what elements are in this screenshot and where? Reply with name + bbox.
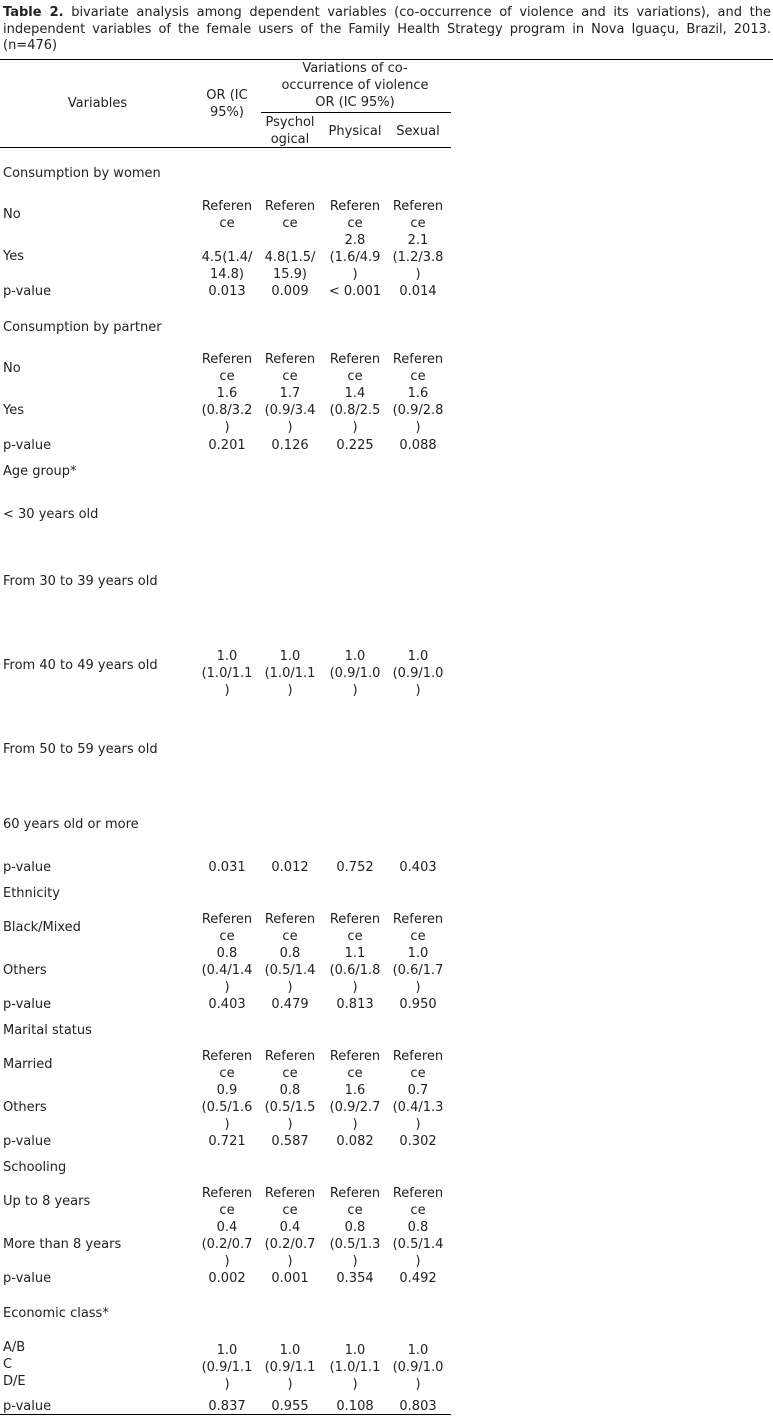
value-cell-psychological: [258, 1398, 322, 1415]
header-psych-line: ogical: [270, 132, 310, 147]
value-line: ce: [219, 216, 235, 231]
value-cell-psychological: [258, 1270, 322, 1287]
value-cell-sexual: [386, 648, 450, 699]
value-line: 0.7: [407, 1083, 429, 1098]
value-cell-or: [195, 1048, 259, 1082]
row-label: p-value: [3, 1271, 52, 1286]
row-label: p-value: [3, 284, 52, 299]
value-line: Referen: [329, 199, 381, 214]
value-line: ): [352, 980, 358, 995]
value-line: 1.6: [216, 386, 238, 401]
value-line: 2.8: [344, 233, 366, 248]
value-line: ): [352, 1117, 358, 1132]
value-line: ce: [219, 929, 235, 944]
value-line: ce: [347, 1066, 363, 1081]
value-cell-or: [195, 1082, 259, 1133]
value-line: 1.0: [407, 1343, 429, 1358]
value-line: (1.0/1.1: [329, 1360, 381, 1375]
value-line: ce: [410, 1203, 426, 1218]
value-cell-sexual: [386, 1185, 450, 1219]
value-line: ): [415, 980, 421, 995]
value-line: Referen: [392, 1049, 444, 1064]
value-line: 0.001: [271, 1271, 309, 1286]
value-line: 4.5(1.4/: [201, 250, 253, 265]
value-line: 0.8: [216, 946, 238, 961]
row-label: Consumption by women: [3, 166, 161, 181]
value-line: ): [224, 683, 230, 698]
value-cell-sexual: [386, 1270, 450, 1287]
value-line: 0.201: [208, 438, 246, 453]
value-cell-physical: [323, 648, 387, 699]
value-line: (0.9/2.8: [392, 403, 444, 418]
value-line: ce: [282, 369, 298, 384]
value-cell-psychological: [258, 232, 322, 283]
value-line: 0.587: [271, 1134, 309, 1149]
value-line: ): [415, 1117, 421, 1132]
value-cell-or: [195, 198, 259, 232]
value-line: (0.4/1.3: [392, 1100, 444, 1115]
value-line: 0.837: [208, 1399, 246, 1414]
value-line: < 0.001: [328, 284, 382, 299]
value-line: (1.0/1.1: [264, 666, 316, 681]
value-line: 0.8: [279, 1083, 301, 1098]
value-line: ce: [282, 1066, 298, 1081]
value-line: Referen: [201, 199, 253, 214]
value-cell-physical: [323, 996, 387, 1013]
value-line: ): [415, 267, 421, 282]
value-line: [258, 232, 322, 249]
value-cell-psychological: [258, 1342, 322, 1393]
header-group-line: OR (IC 95%): [315, 95, 395, 110]
value-line: 0.8: [407, 1220, 429, 1235]
value-line: Referen: [201, 1049, 253, 1064]
value-line: 0.492: [399, 1271, 437, 1286]
value-cell-or: [195, 437, 259, 454]
value-cell-physical: [323, 1048, 387, 1082]
table-caption-text: bivariate analysis among dependent variables (co-occurrence of violence and its variations), and the independent variables of the female users of the Family Health Strategy program in Nova Iguaçu, Brazil, 2013. (n=476): [3, 5, 771, 53]
header-variables: Variables: [67, 96, 128, 111]
value-cell-sexual: [386, 911, 450, 945]
row-label: Up to 8 years: [3, 1194, 91, 1209]
row-label: 60 years old or more: [3, 817, 139, 832]
value-line: ): [415, 1254, 421, 1269]
value-cell-physical: [323, 283, 387, 300]
value-line: Referen: [264, 1049, 316, 1064]
value-cell-physical: [323, 1342, 387, 1393]
value-line: ): [415, 683, 421, 698]
row-label: Marital status: [3, 1023, 92, 1038]
value-line: Referen: [264, 912, 316, 927]
value-line: 0.479: [271, 997, 309, 1012]
value-line: 0.082: [336, 1134, 374, 1149]
row-label: From 40 to 49 years old: [3, 658, 158, 673]
table-caption: [3, 5, 771, 55]
header-psych-line: Psychol: [265, 115, 315, 130]
value-line: 0.9: [216, 1083, 238, 1098]
value-cell-physical: [323, 198, 387, 232]
value-line: ): [415, 420, 421, 435]
value-cell-psychological: [258, 996, 322, 1013]
value-cell-psychological: [258, 1082, 322, 1133]
value-cell-or: [195, 351, 259, 385]
row-label: Black/Mixed: [3, 920, 81, 935]
value-line: 1.0: [216, 1343, 238, 1358]
value-cell-physical: [323, 1082, 387, 1133]
value-cell-physical: [323, 1133, 387, 1150]
value-line: ): [287, 420, 293, 435]
value-line: (1.2/3.8: [392, 250, 444, 265]
value-line: 0.013: [208, 284, 246, 299]
value-line: Referen: [201, 912, 253, 927]
row-label: Yes: [3, 249, 24, 264]
value-line: (0.5/1.6: [201, 1100, 253, 1115]
value-line: (0.2/0.7: [264, 1237, 316, 1252]
row-label: From 50 to 59 years old: [3, 742, 158, 757]
row-label: Consumption by partner: [3, 320, 162, 335]
value-line: ce: [347, 369, 363, 384]
value-line: 0.126: [271, 438, 309, 453]
value-cell-physical: [323, 437, 387, 454]
value-line: 0.012: [271, 860, 309, 875]
value-line: 0.950: [399, 997, 437, 1012]
value-line: ): [352, 1377, 358, 1392]
value-cell-or: [195, 1342, 259, 1393]
value-line: 1.6: [407, 386, 429, 401]
row-label: p-value: [3, 1134, 52, 1149]
value-line: ce: [410, 369, 426, 384]
value-line: (0.9/2.7: [329, 1100, 381, 1115]
value-line: ): [352, 1254, 358, 1269]
value-line: (0.6/1.8: [329, 963, 381, 978]
value-line: 0.803: [399, 1399, 437, 1414]
value-line: 0.4: [279, 1220, 301, 1235]
value-line: ce: [347, 1203, 363, 1218]
value-cell-physical: [323, 1398, 387, 1415]
value-line: 0.813: [336, 997, 374, 1012]
value-cell-or: [195, 232, 259, 283]
value-line: ce: [219, 1203, 235, 1218]
value-line: ce: [282, 1203, 298, 1218]
value-line: 15.9): [272, 267, 308, 282]
table-bottom-rule: [0, 1414, 451, 1415]
value-cell-psychological: [258, 945, 322, 996]
value-line: ): [287, 683, 293, 698]
value-line: ): [224, 1117, 230, 1132]
value-line: (0.5/1.5: [264, 1100, 316, 1115]
value-line: (0.5/1.3: [329, 1237, 381, 1252]
value-cell-or: [195, 1185, 259, 1219]
value-cell-sexual: [386, 1082, 450, 1133]
header-bottom-rule: [0, 147, 451, 148]
value-cell-psychological: [258, 1185, 322, 1219]
value-line: Referen: [329, 352, 381, 367]
value-cell-psychological: [258, 385, 322, 436]
value-line: Referen: [392, 1186, 444, 1201]
row-label: D/E: [3, 1374, 26, 1389]
value-line: ce: [410, 1066, 426, 1081]
header-or-line: OR (IC: [206, 88, 248, 103]
value-line: 1.0: [279, 649, 301, 664]
value-line: ): [352, 267, 358, 282]
value-line: (0.9/1.0: [329, 666, 381, 681]
value-line: 0.014: [399, 284, 437, 299]
value-line: 1.0: [344, 649, 366, 664]
value-line: Referen: [201, 352, 253, 367]
row-label: Age group*: [3, 464, 77, 479]
value-line: ce: [219, 1066, 235, 1081]
header-or: [195, 87, 259, 121]
value-line: 0.088: [399, 438, 437, 453]
value-cell-physical: [323, 385, 387, 436]
value-line: 1.1: [344, 946, 366, 961]
value-line: 0.403: [208, 997, 246, 1012]
value-cell-or: [195, 385, 259, 436]
value-cell-or: [195, 1270, 259, 1287]
value-line: 1.6: [344, 1083, 366, 1098]
value-cell-psychological: [258, 1219, 322, 1270]
value-line: [195, 232, 259, 249]
row-label: Others: [3, 1100, 47, 1115]
value-line: (0.6/1.7: [392, 963, 444, 978]
value-cell-sexual: [386, 385, 450, 436]
header-sexual: Sexual: [396, 124, 440, 139]
value-line: 0.354: [336, 1271, 374, 1286]
value-line: ): [287, 1117, 293, 1132]
value-line: (0.9/1.0: [392, 1360, 444, 1375]
value-cell-physical: [323, 232, 387, 283]
value-line: Referen: [264, 199, 316, 214]
value-line: ): [224, 1254, 230, 1269]
value-line: 4.8(1.5/: [264, 250, 316, 265]
value-cell-psychological: [258, 648, 322, 699]
row-label: Married: [3, 1057, 53, 1072]
value-line: 0.752: [336, 860, 374, 875]
value-cell-sexual: [386, 1048, 450, 1082]
value-cell-sexual: [386, 1342, 450, 1393]
value-cell-sexual: [386, 1398, 450, 1415]
row-label: More than 8 years: [3, 1237, 122, 1252]
value-cell-sexual: [386, 1133, 450, 1150]
value-cell-physical: [323, 1185, 387, 1219]
row-label: p-value: [3, 438, 52, 453]
value-line: ce: [347, 216, 363, 231]
row-label: p-value: [3, 860, 52, 875]
value-line: ): [352, 420, 358, 435]
value-line: ): [224, 420, 230, 435]
value-line: Referen: [392, 199, 444, 214]
value-line: 0.955: [271, 1399, 309, 1414]
value-cell-or: [195, 648, 259, 699]
value-cell-physical: [323, 1219, 387, 1270]
value-cell-sexual: [386, 283, 450, 300]
value-cell-or: [195, 945, 259, 996]
value-line: 1.0: [407, 649, 429, 664]
value-cell-psychological: [258, 1048, 322, 1082]
value-cell-physical: [323, 1270, 387, 1287]
value-line: 0.108: [336, 1399, 374, 1414]
row-label: Ethnicity: [3, 886, 60, 901]
value-line: Referen: [329, 1049, 381, 1064]
header-or-line: 95%): [210, 105, 244, 120]
row-label: Others: [3, 963, 47, 978]
value-cell-sexual: [386, 1219, 450, 1270]
value-line: ce: [282, 929, 298, 944]
row-label: Yes: [3, 403, 24, 418]
value-cell-physical: [323, 351, 387, 385]
value-cell-or: [195, 911, 259, 945]
value-line: ce: [282, 216, 298, 231]
value-line: Referen: [201, 1186, 253, 1201]
value-line: (0.4/1.4: [201, 963, 253, 978]
value-line: Referen: [392, 352, 444, 367]
value-line: Referen: [264, 352, 316, 367]
value-cell-sexual: [386, 232, 450, 283]
value-line: Referen: [264, 1186, 316, 1201]
header-psychological: [258, 114, 322, 148]
value-cell-sexual: [386, 996, 450, 1013]
row-label: p-value: [3, 1399, 52, 1414]
value-cell-sexual: [386, 198, 450, 232]
header-group-rule: [261, 112, 451, 113]
value-line: 0.031: [208, 860, 246, 875]
value-line: ): [287, 1254, 293, 1269]
row-label: < 30 years old: [3, 507, 99, 522]
value-line: 0.4: [216, 1220, 238, 1235]
header-group-line: Variations of co-: [302, 61, 408, 76]
value-line: 14.8): [209, 267, 245, 282]
value-cell-or: [195, 1219, 259, 1270]
value-line: (0.2/0.7: [201, 1237, 253, 1252]
value-line: 2.1: [407, 233, 429, 248]
value-line: 1.0: [216, 649, 238, 664]
value-line: ): [352, 683, 358, 698]
value-cell-or: [195, 859, 259, 876]
value-cell-psychological: [258, 1133, 322, 1150]
value-line: 1.0: [407, 946, 429, 961]
value-line: 0.721: [208, 1134, 246, 1149]
value-cell-sexual: [386, 437, 450, 454]
value-line: ce: [410, 929, 426, 944]
value-line: ): [287, 980, 293, 995]
value-line: (0.9/1.1: [201, 1360, 253, 1375]
value-line: (0.5/1.4: [264, 963, 316, 978]
row-label: Economic class*: [3, 1306, 109, 1321]
table-caption-label: Table 2.: [3, 5, 64, 20]
header-group-line: occurrence of violence: [281, 78, 429, 93]
value-line: ): [287, 1377, 293, 1392]
value-line: 0.002: [208, 1271, 246, 1286]
row-label: No: [3, 207, 21, 222]
value-line: ): [224, 1377, 230, 1392]
value-line: (1.6/4.9: [329, 250, 381, 265]
row-label: A/B: [3, 1340, 26, 1355]
value-line: 0.8: [279, 946, 301, 961]
row-label: p-value: [3, 997, 52, 1012]
value-cell-or: [195, 283, 259, 300]
row-label: C: [3, 1357, 13, 1372]
value-cell-psychological: [258, 283, 322, 300]
value-line: 1.4: [344, 386, 366, 401]
value-line: (0.8/3.2: [201, 403, 253, 418]
value-cell-psychological: [258, 198, 322, 232]
value-line: ce: [219, 369, 235, 384]
value-cell-or: [195, 996, 259, 1013]
value-cell-sexual: [386, 859, 450, 876]
row-label: Schooling: [3, 1160, 67, 1175]
value-line: (0.9/1.1: [264, 1360, 316, 1375]
value-line: (0.8/2.5: [329, 403, 381, 418]
value-line: ): [415, 1377, 421, 1392]
value-line: ce: [410, 216, 426, 231]
value-line: (1.0/1.1: [201, 666, 253, 681]
value-cell-or: [195, 1398, 259, 1415]
value-cell-psychological: [258, 351, 322, 385]
value-cell-psychological: [258, 437, 322, 454]
value-cell-psychological: [258, 859, 322, 876]
value-line: Referen: [329, 1186, 381, 1201]
value-cell-sexual: [386, 351, 450, 385]
value-line: ce: [347, 929, 363, 944]
value-cell-or: [195, 1133, 259, 1150]
row-label: From 30 to 39 years old: [3, 574, 158, 589]
value-line: Referen: [329, 912, 381, 927]
value-line: 0.009: [271, 284, 309, 299]
value-cell-physical: [323, 911, 387, 945]
row-label: No: [3, 361, 21, 376]
value-line: Referen: [392, 912, 444, 927]
value-line: ): [224, 980, 230, 995]
value-cell-psychological: [258, 911, 322, 945]
value-line: 1.0: [344, 1343, 366, 1358]
value-cell-sexual: [386, 945, 450, 996]
value-cell-physical: [323, 945, 387, 996]
value-line: (0.9/1.0: [392, 666, 444, 681]
value-line: 1.7: [279, 386, 301, 401]
value-line: 0.8: [344, 1220, 366, 1235]
value-line: (0.9/3.4: [264, 403, 316, 418]
header-variations-group: [260, 60, 450, 111]
value-line: 1.0: [279, 1343, 301, 1358]
value-line: 0.403: [399, 860, 437, 875]
value-cell-physical: [323, 859, 387, 876]
value-line: (0.5/1.4: [392, 1237, 444, 1252]
header-physical: Physical: [328, 124, 382, 139]
value-line: 0.302: [399, 1134, 437, 1149]
value-line: 0.225: [336, 438, 374, 453]
